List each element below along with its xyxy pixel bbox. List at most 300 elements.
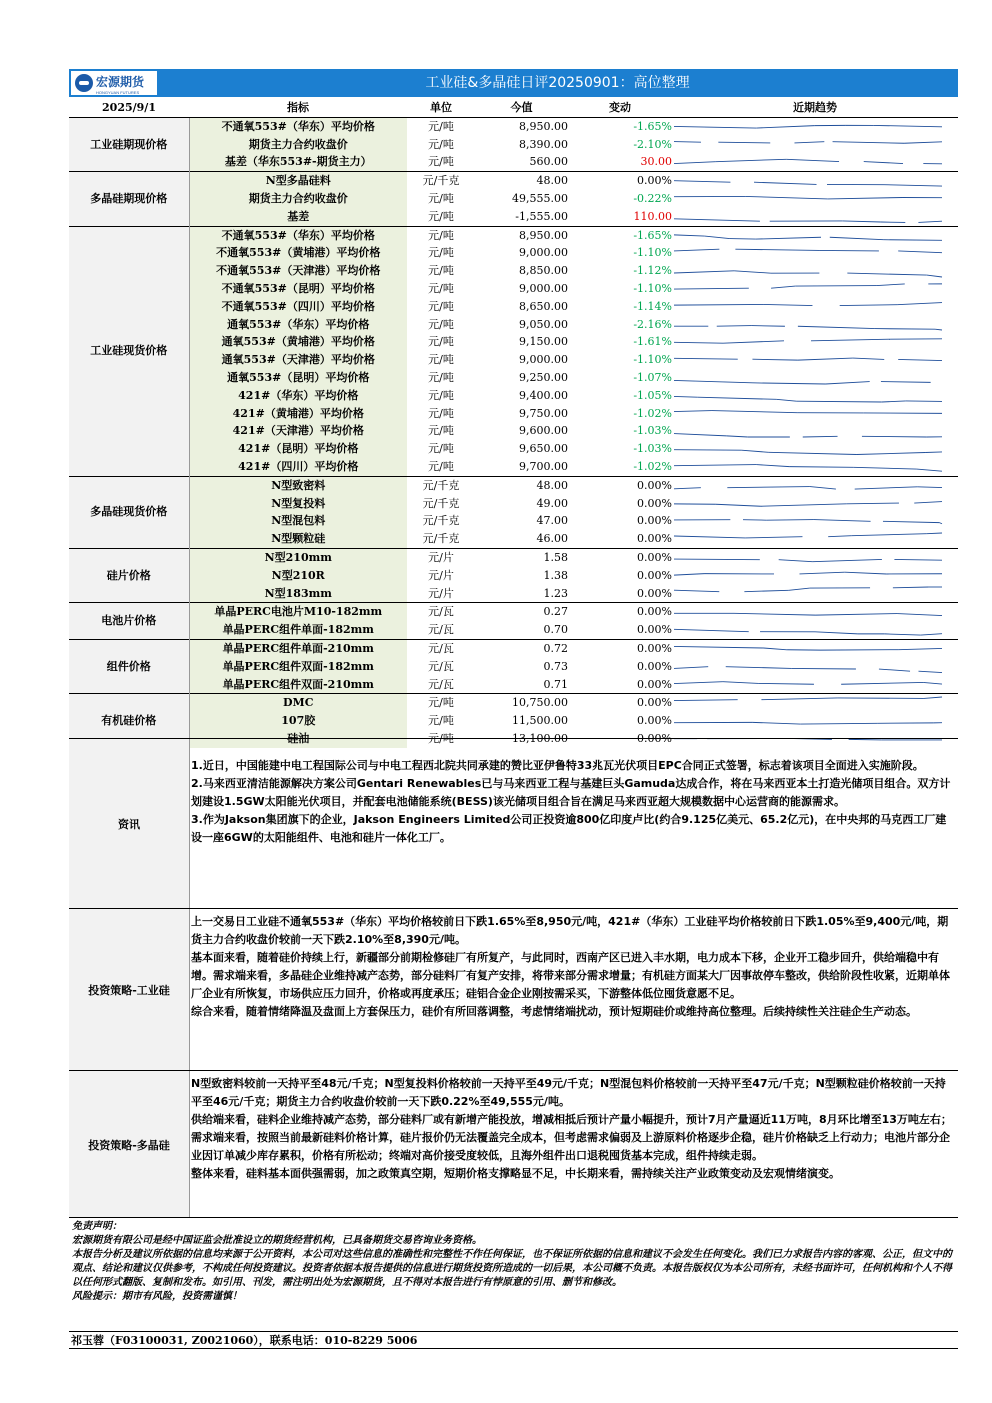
trend-sparkline [672, 136, 958, 154]
disclaimer [69, 1217, 958, 1332]
sparkline-chart [672, 514, 944, 528]
risk-warning: 风险提示：期市有风险，投资需谨慎！ [72, 1291, 242, 1302]
category-label: 工业硅现货价格 [69, 226, 189, 476]
table-row [69, 190, 958, 208]
sparkline-segment [841, 683, 923, 685]
strategy-paragraph: 基本面来看，随着硅价持续上行，新疆部分前期检修硅厂有所复产，与此同时，西南产区已进入丰水期，电力成本下移，企业开工稳步回升，供给端稳中有增。需求端来看，多晶硅企业维持减产态势，部分硅料厂有复产安排，将带来部分需求增量；有机硅方面某大厂因事故停车整改，供给阶段性收紧，近期单体厂企业有所恢复，市场供应压力回升，价格或再度承压；硅铝合金企业刚按需采买，下游整体低位囤货意愿不足。 [191, 951, 950, 1000]
value-cell: 9,000.00 [519, 353, 568, 367]
sparkline-chart [672, 460, 944, 474]
change-cell: 0.00% [637, 586, 672, 600]
value-cell: 0.71 [543, 677, 568, 691]
change-cell: -1.05% [633, 388, 672, 402]
change-cell: -1.07% [633, 370, 672, 384]
change-cell: 0.00% [568, 639, 672, 657]
sparkline-segment [881, 381, 931, 382]
value-cell: 49.00 [536, 496, 568, 510]
sparkline-chart [672, 424, 944, 438]
sparkline-segment [769, 452, 857, 454]
change-cell: 0.00% [637, 623, 672, 637]
value-cell: 9,650.00 [519, 442, 568, 456]
sparkline-chart [672, 642, 944, 656]
sparkline-segment [879, 669, 910, 671]
sparkline-segment [752, 722, 800, 724]
category-label: 多晶硅现货价格 [69, 476, 189, 548]
sparkline-segment [674, 487, 701, 488]
trend-sparkline [672, 585, 958, 603]
table-row [69, 298, 958, 316]
sparkline-chart [672, 496, 944, 510]
value-cell: 9,000.00 [519, 281, 568, 295]
unit-cell: 元/千克 [422, 496, 460, 510]
report-date: 2025/9/1 [69, 99, 189, 117]
company-logo [71, 71, 157, 95]
sparkline-segment [674, 235, 705, 236]
sparkline-segment [741, 450, 768, 452]
value-cell: 0.73 [543, 659, 568, 673]
sparkline-segment [852, 534, 927, 536]
unit-cell: 元/吨 [428, 424, 454, 438]
sparkline-chart [672, 605, 944, 619]
unit-cell: 元/吨 [407, 117, 475, 135]
indicator-name: 单晶PERC电池片M10-182mm [189, 603, 407, 621]
table-row [69, 369, 958, 387]
sparkline-segment [674, 434, 727, 436]
sparkline-segment [727, 436, 748, 437]
sparkline-chart [672, 371, 944, 385]
sparkline-chart [672, 120, 944, 134]
sparkline-chart [672, 479, 944, 493]
news-block [69, 738, 958, 909]
disclaimer-line: 本报告分析及建议所依据的信息均来源于公开资料，本公司对这些信息的准确性和完整性不作任何保证，也不保证所依据的信息和建议不会发生任何变化。我们已力求报告内容的客观、公正，但文中的观点、结论和建议仅供参考，不构成任何投资建议。投资者依据本报告提供的信息进行期货投资所造成的一切后果，本公司概不负责。本报告版权仅为本公司所有，未经书面许可，任何机构和个人不得以任何形式翻版、复制和发布。如引用、刊发，需注明出处为宏源期货，且不得对本报告进行有悖原意的引用、删节和修改。 [72, 1249, 952, 1288]
sparkline-segment [811, 339, 890, 341]
sparkline-chart [672, 714, 944, 728]
value-cell: 8,650.00 [519, 299, 568, 313]
sparkline-chart [672, 228, 944, 242]
value-cell: 560.00 [529, 155, 568, 169]
change-cell: 0.00% [637, 532, 672, 546]
sparkline-segment [674, 700, 738, 701]
change-cell: -0.22% [633, 191, 672, 205]
sparkline-segment [898, 359, 942, 360]
category-label: 有机硅价格 [69, 694, 189, 748]
unit-cell: 元/吨 [428, 299, 454, 313]
trend-sparkline [672, 676, 958, 694]
trend-sparkline [672, 172, 958, 190]
table-row [69, 621, 958, 639]
trend-sparkline [672, 298, 958, 316]
sparkline-segment [752, 359, 797, 360]
value-cell: 9,050.00 [519, 317, 568, 331]
sparkline-segment [918, 671, 942, 672]
sparkline-segment [752, 326, 785, 327]
unit-cell: 元/吨 [428, 264, 454, 278]
strategy-paragraph: N型致密料较前一天持平至48元/千克；N型复投料价格较前一天持平至49元/千克；N型混包料价格较前一天持平至47元/千克；N型颗粒硅价格较前一天持平至46元/千克；期货主力合约收盘价较前一天下跌0.22%至49,555元/吨。 [191, 1077, 946, 1108]
sparkline-segment [904, 142, 942, 143]
unit-cell: 元/吨 [428, 714, 454, 728]
indicator-name: 421#（四川）平均价格 [189, 458, 407, 476]
sparkline-segment [833, 142, 904, 144]
unit-cell: 元/瓦 [407, 603, 475, 621]
change-cell: -1.61% [633, 335, 672, 349]
table-row [69, 694, 958, 712]
sparkline-segment [674, 682, 723, 684]
daily-report-sheet [69, 69, 958, 1349]
sparkline-segment [791, 668, 856, 669]
unit-cell: 元/吨 [428, 137, 454, 151]
sparkline-segment [759, 684, 814, 685]
value-cell: 10,750.00 [475, 694, 568, 712]
sparkline-segment [812, 559, 881, 561]
sparkline-segment [744, 591, 788, 592]
news-paragraph: 3.作为Jakson集团旗下的企业，Jakson Engineers Limited公司正投资逾800亿印度卢比(约合9.125亿美元、65.2亿元)，在中央邦的马克西工厂建设一座6GW的太阳能组件、电池和硅片一体化工厂。 [191, 813, 947, 844]
strategy-si-text [191, 909, 954, 1071]
value-cell: 1.58 [475, 548, 568, 566]
sparkline-segment [847, 503, 899, 504]
change-cell: -1.10% [633, 353, 672, 367]
sparkline-segment [716, 505, 761, 507]
unit-cell: 元/千克 [407, 476, 475, 494]
change-cell: 0.00% [637, 714, 672, 728]
table-row [69, 280, 958, 298]
indicator-name: 通氧553#（天津港）平均价格 [189, 351, 407, 369]
unit-cell: 元/吨 [428, 246, 454, 260]
value-cell: 8,390.00 [519, 137, 568, 151]
value-cell: 0.27 [475, 603, 568, 621]
sparkline-segment [893, 587, 929, 588]
value-cell: 49,555.00 [512, 191, 568, 205]
indicator-name: N型颗粒硅 [189, 530, 407, 548]
sparkline-segment [810, 486, 836, 488]
sparkline-segment [789, 589, 810, 591]
indicator-name: 421#（天津港）平均价格 [189, 422, 407, 440]
logo-subtext: HONGYUAN FUTURES [96, 90, 140, 95]
sparkline-chart [672, 532, 944, 546]
table-row [69, 405, 958, 423]
unit-cell: 元/瓦 [428, 623, 454, 637]
sparkline-segment [800, 723, 877, 724]
sparkline-chart [672, 677, 944, 691]
sparkline-segment [828, 536, 852, 537]
table-row [69, 458, 958, 476]
value-cell: 13,100.00 [512, 731, 568, 745]
unit-cell: 元/吨 [428, 459, 454, 473]
sparkline-segment [674, 271, 734, 273]
sparkline-segment [674, 573, 705, 575]
sparkline-segment [924, 697, 942, 698]
sparkline-segment [927, 275, 942, 277]
sparkline-segment [674, 142, 701, 143]
sparkline-segment [814, 520, 871, 522]
trend-sparkline [672, 603, 958, 621]
category-label: 组件价格 [69, 639, 189, 693]
trend-sparkline [672, 458, 958, 476]
sparkline-segment [674, 358, 738, 359]
logo-icon [75, 74, 93, 92]
table-row [69, 172, 958, 190]
indicator-name: 单晶PERC组件单面-210mm [189, 639, 407, 657]
sparkline-segment [884, 185, 942, 186]
change-cell: 0.00% [568, 603, 672, 621]
logo-wordmark [96, 71, 144, 95]
sparkline-segment [789, 466, 853, 467]
trend-sparkline [672, 548, 958, 566]
indicator-name: N型多晶硅料 [189, 172, 407, 190]
table-row [69, 548, 958, 566]
sparkline-segment [803, 437, 838, 438]
analyst-contact: 祁玉蓉（F03100031, Z0021060），联系电话：010-8229 5006 [69, 1331, 958, 1349]
sparkline-segment [674, 380, 752, 382]
sparkline-segment [779, 559, 813, 561]
value-cell: 11,500.00 [512, 714, 568, 728]
sparkline-segment [674, 162, 716, 164]
sparkline-segment [898, 251, 942, 253]
sparkline-segment [882, 401, 906, 402]
sparkline-segment [697, 397, 776, 399]
indicator-name: 通氧553#（黄埔港）平均价格 [189, 333, 407, 351]
strategy-paragraph: 整体来看，硅料基本面供强需弱，加之政策真空期，短期价格支撑略显不足，中长期来看，需持续关注产业政策变动及宏观情绪演变。 [191, 1167, 840, 1180]
sparkline-chart [672, 335, 944, 349]
sparkline-segment [674, 304, 764, 305]
change-cell: 0.00% [637, 514, 672, 528]
col-indicator: 指标 [189, 99, 407, 117]
sparkline-segment [927, 533, 942, 534]
sparkline-segment [840, 304, 897, 305]
sparkline-chart [672, 389, 944, 403]
sparkline-segment [894, 559, 942, 560]
unit-cell: 元/吨 [428, 353, 454, 367]
sparkline-segment [847, 273, 926, 275]
indicator-name: 421#（华东）平均价格 [189, 387, 407, 405]
sparkline-segment [674, 396, 697, 397]
value-cell: 9,400.00 [519, 388, 568, 402]
table-row [69, 440, 958, 458]
sparkline-segment [875, 329, 935, 330]
report-header [69, 69, 958, 97]
unit-cell: 元/吨 [428, 191, 454, 205]
value-cell: 8,950.00 [475, 226, 568, 244]
trend-sparkline [672, 153, 958, 171]
sparkline-chart [672, 282, 944, 296]
sparkline-segment [727, 486, 810, 487]
change-cell: -1.02% [633, 406, 672, 420]
sparkline-segment [921, 634, 942, 635]
sparkline-segment [674, 464, 756, 465]
unit-cell: 元/吨 [428, 281, 454, 295]
sparkline-chart [672, 192, 944, 206]
change-cell: -1.03% [633, 442, 672, 456]
sparkline-segment [828, 197, 903, 198]
sparkline-segment [799, 572, 844, 574]
col-value: 今值 [475, 99, 568, 117]
sparkline-segment [885, 634, 921, 635]
unit-cell: 元/吨 [428, 442, 454, 456]
sparkline-chart [672, 660, 944, 674]
indicator-name: 期货主力合约收盘价 [189, 136, 407, 154]
sparkline-segment [794, 142, 824, 143]
trend-sparkline [672, 621, 958, 639]
indicator-name: 通氧553#（华东）平均价格 [189, 316, 407, 334]
indicator-name: 421#（黄埔港）平均价格 [189, 405, 407, 423]
trend-sparkline [672, 117, 958, 135]
indicator-name: N型210mm [189, 548, 407, 566]
indicator-name: 单晶PERC组件双面-182mm [189, 658, 407, 676]
unit-cell: 元/千克 [422, 514, 460, 528]
trend-sparkline [672, 567, 958, 585]
unit-cell: 元/吨 [428, 388, 454, 402]
sparkline-chart [672, 551, 944, 565]
indicator-name: DMC [189, 694, 407, 712]
value-cell: 48.00 [475, 476, 568, 494]
sparkline-segment [735, 249, 819, 250]
trend-sparkline [672, 226, 958, 244]
strategy-paragraph: 综合来看，随着情绪降温及盘面上方套保压力，硅价有所回落调整，考虑情绪端扰动，预计短期硅价或维持高位整理。后续持续性关注硅企生产动态。 [191, 1005, 917, 1018]
table-row [69, 117, 958, 135]
table-row [69, 208, 958, 226]
sparkline-segment [816, 614, 898, 616]
indicator-name: 硅油 [189, 730, 407, 748]
change-cell: -1.14% [633, 299, 672, 313]
sparkline-segment [877, 284, 905, 286]
indicator-name: 单晶PERC组件单面-182mm [189, 621, 407, 639]
table-row [69, 658, 958, 676]
strategy-poly-label: 投资策略-多晶硅 [69, 1071, 190, 1218]
trend-sparkline [672, 495, 958, 513]
strategy-poly-block [69, 1070, 958, 1218]
logo-text: 宏源期货 [96, 75, 145, 89]
sparkline-segment [723, 682, 759, 684]
unit-cell: 元/吨 [428, 370, 454, 384]
change-cell: -1.03% [633, 424, 672, 438]
indicator-name: 单晶PERC组件双面-210mm [189, 676, 407, 694]
sparkline-segment [674, 218, 760, 220]
sparkline-segment [754, 182, 816, 184]
change-cell: -1.02% [633, 459, 672, 473]
change-cell: -1.12% [633, 264, 672, 278]
unit-cell: 元/片 [428, 568, 454, 582]
sparkline-segment [674, 666, 708, 668]
sparkline-segment [883, 521, 939, 522]
unit-cell: 元/吨 [428, 209, 454, 223]
sparkline-chart [672, 137, 944, 151]
table-row [69, 387, 958, 405]
value-cell: 9,250.00 [519, 370, 568, 384]
table-row [69, 585, 958, 603]
sparkline-segment [766, 520, 814, 521]
category-label: 多晶硅期现价格 [69, 172, 189, 226]
sparkline-segment [935, 330, 942, 331]
unit-cell: 元/吨 [428, 335, 454, 349]
sparkline-chart [672, 569, 944, 583]
indicator-name: N型致密料 [189, 476, 407, 494]
indicator-name: N型210R [189, 567, 407, 585]
change-cell: 0.00% [568, 172, 672, 190]
sparkline-chart [672, 300, 944, 314]
sparkline-segment [917, 469, 942, 471]
sparkline-segment [786, 160, 839, 162]
table-row [69, 603, 958, 621]
value-cell: 9,600.00 [519, 424, 568, 438]
unit-cell: 元/吨 [428, 155, 454, 169]
change-cell: -1.65% [568, 117, 672, 135]
sparkline-segment [897, 302, 942, 304]
trend-sparkline [672, 476, 958, 494]
change-cell: 0.00% [637, 659, 672, 673]
change-cell: 0.00% [568, 548, 672, 566]
sparkline-segment [853, 358, 884, 359]
strategy-si-block [69, 908, 958, 1071]
table-row [69, 226, 958, 244]
value-cell: 9,000.00 [519, 246, 568, 260]
trend-sparkline [672, 190, 958, 208]
sparkline-chart [672, 353, 944, 367]
indicator-name: 基差 [189, 208, 407, 226]
sparkline-segment [925, 452, 942, 453]
trend-sparkline [672, 405, 958, 423]
unit-cell: 元/千克 [407, 172, 475, 190]
sparkline-segment [776, 399, 796, 401]
change-cell: -2.16% [633, 317, 672, 331]
sparkline-segment [761, 698, 837, 700]
change-cell: 0.00% [637, 731, 672, 745]
sparkline-chart [672, 155, 944, 169]
col-trend: 近期趋势 [672, 99, 958, 117]
indicator-name: N型183mm [189, 585, 407, 603]
disclaimer-line: 宏源期货有限公司是经中国证监会批准设立的期货经营机构，已具备期货交易咨询业务资格。 [72, 1235, 482, 1246]
sparkline-segment [815, 632, 858, 634]
change-cell: -1.10% [633, 281, 672, 295]
sparkline-segment [764, 304, 813, 305]
sparkline-segment [771, 286, 795, 288]
change-cell: -2.10% [633, 137, 672, 151]
trend-sparkline [672, 280, 958, 298]
sparkline-segment [914, 502, 942, 503]
sparkline-segment [843, 221, 881, 222]
change-cell: 30.00 [640, 155, 672, 169]
sparkline-segment [717, 326, 752, 327]
category-label: 工业硅期现价格 [69, 117, 189, 171]
sparkline-chart [672, 696, 944, 710]
value-cell: 0.70 [543, 623, 568, 637]
sparkline-segment [906, 401, 942, 402]
table-row [69, 351, 958, 369]
price-table [69, 99, 958, 748]
sparkline-segment [734, 614, 816, 616]
table-row [69, 262, 958, 280]
sparkline-segment [712, 411, 797, 413]
value-cell: 9,750.00 [519, 406, 568, 420]
sparkline-chart [672, 442, 944, 456]
news-label: 资讯 [69, 739, 190, 909]
indicator-name: 421#（昆明）平均价格 [189, 440, 407, 458]
sparkline-segment [674, 450, 741, 451]
sparkline-segment [756, 238, 821, 240]
indicator-name: 不通氧553#（天津港）平均价格 [189, 262, 407, 280]
unit-cell: 元/吨 [407, 694, 475, 712]
change-cell: -1.65% [568, 226, 672, 244]
sparkline-segment [674, 536, 745, 538]
sparkline-segment [756, 464, 789, 466]
sparkline-segment [723, 341, 784, 343]
indicator-name: 期货主力合约收盘价 [189, 190, 407, 208]
trend-sparkline [672, 351, 958, 369]
sparkline-segment [674, 126, 756, 128]
sparkline-segment [897, 614, 942, 616]
sparkline-segment [918, 221, 942, 222]
value-cell: 9,700.00 [519, 459, 568, 473]
table-row [69, 712, 958, 730]
unit-cell: 元/千克 [422, 532, 460, 546]
trend-sparkline [672, 208, 958, 226]
